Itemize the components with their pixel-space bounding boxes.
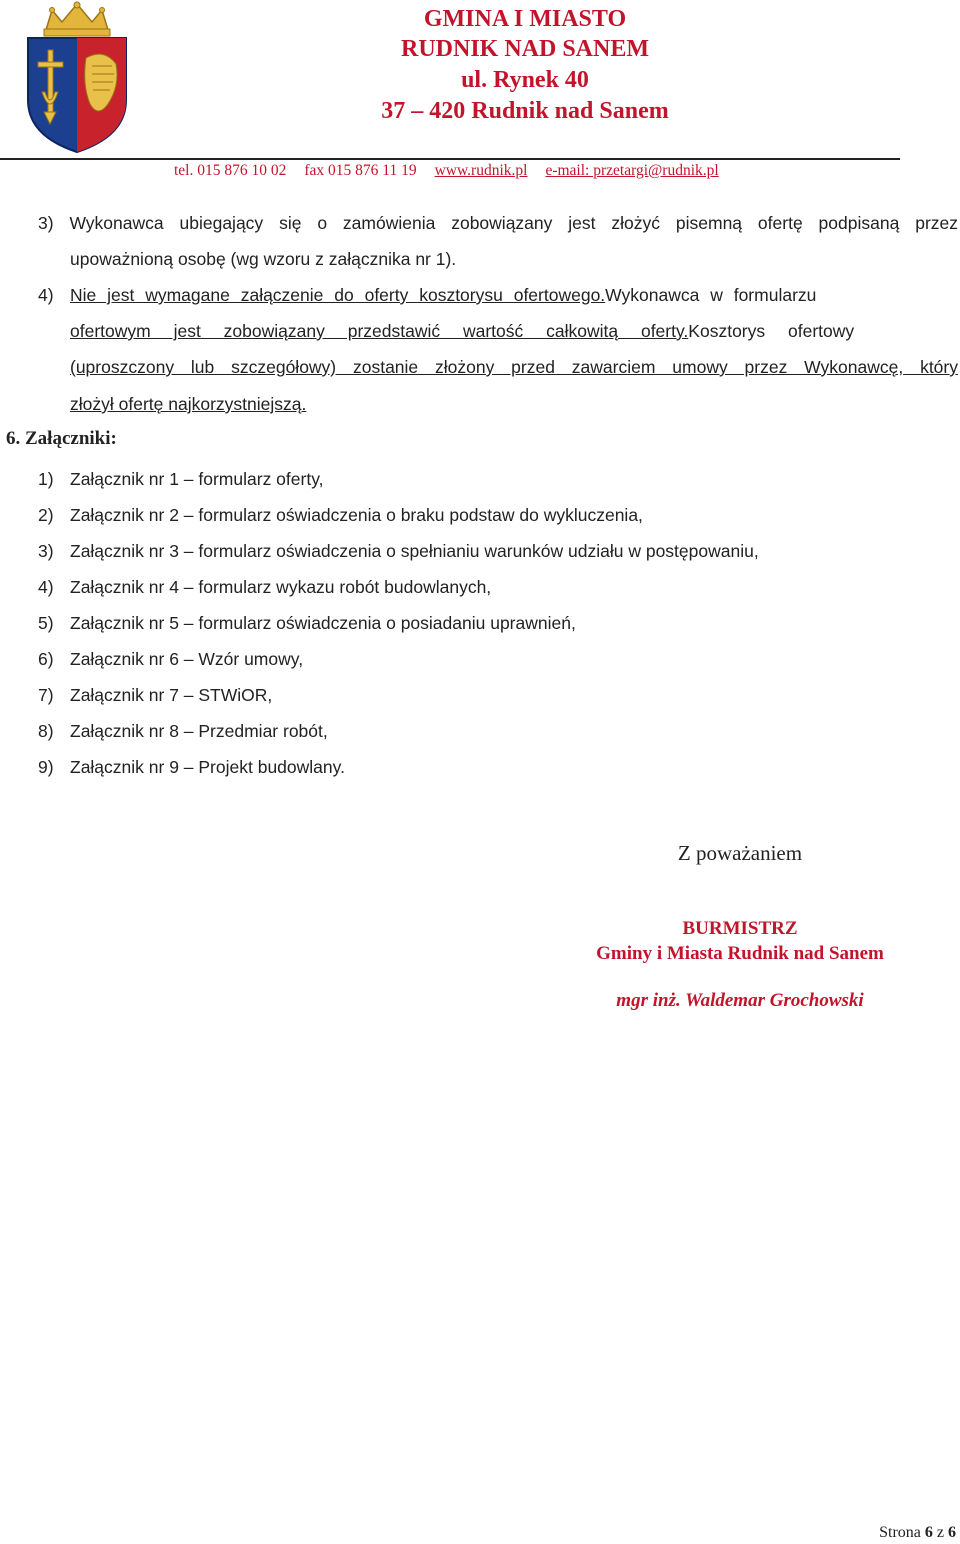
paragraph-4-line-2-underlined: ofertowym jest zobowiązany przedstawić wartość całkowitą oferty. [70,321,689,341]
attachment-item [38,755,345,779]
attachment-number: 7) [38,685,54,705]
page-number [879,1524,956,1542]
attachment-item [38,575,491,599]
paragraph-4-line-2-rest: Kosztorys ofertowy [688,321,855,341]
attachment-item [38,647,303,671]
paragraph-4-rest: Wykonawca w formularzu [605,285,817,305]
attachment-text: Załącznik nr 7 – STWiOR, [70,685,273,705]
attachment-number: 1) [38,469,54,489]
paragraph-3-line-1: 3) Wykonawca ubiegający się o zamówienia zobowiązany jest złożyć pisemną ofertę podpisaną przez [38,213,958,233]
page-label: Strona [879,1524,921,1541]
header-title-line1: GMINA I MIASTO [423,6,627,32]
header-contact [174,162,737,180]
paragraph-4-line-2 [70,319,958,343]
header-divider [0,158,900,160]
attachment-item [38,719,328,743]
attachment-text: Załącznik nr 5 – formularz oświadczenia o posiadaniu uprawnień, [70,613,576,633]
attachment-number: 2) [38,505,54,525]
attachment-number: 4) [38,577,54,597]
total-pages: 6 [948,1524,956,1541]
signatory-title: BURMISTRZ [682,918,798,939]
email-link[interactable]: e-mail: przetargi@rudnik.pl [545,162,719,179]
website-link[interactable]: www.rudnik.pl [434,162,528,179]
signatory-name: mgr inż. Waldemar Grochowski [616,990,864,1011]
attachment-text: Załącznik nr 8 – Przedmiar robót, [70,721,328,741]
attachment-text: Załącznik nr 6 – Wzór umowy, [70,649,304,669]
attachment-text: Załącznik nr 4 – formularz wykazu robót budowlanych, [70,577,492,597]
attachment-number: 6) [38,649,54,669]
attachment-item [38,539,759,563]
paragraph-4-line-3: (uproszczony lub szczegółowy) zostanie złożony przed zawarciem umowy przez Wykonawcę, który [70,357,958,377]
paragraph-4-number: 4) [38,285,54,305]
attachment-text: Załącznik nr 1 – formularz oferty, [70,469,324,489]
attachment-item [38,611,576,635]
header-address-street: ul. Rynek 40 [461,67,589,93]
current-page: 6 [924,1524,933,1541]
paragraph-4-line-4: złożył ofertę najkorzystniejszą. [70,394,307,414]
paragraph-4-underlined: Nie jest wymagane załączenie do oferty kosztorysu ofertowego. [70,285,606,305]
attachment-number: 5) [38,613,54,633]
attachment-text: Załącznik nr 2 – formularz oświadczenia o braku podstaw do wykluczenia, [70,505,643,525]
header-title-line2: RUDNIK NAD SANEM [400,36,649,62]
contact-fax: fax 015 876 11 19 [304,162,417,179]
attachment-item [38,683,272,707]
signatory-office: Gminy i Miasta Rudnik nad Sanem [596,943,884,964]
attachment-text: Załącznik nr 9 – Projekt budowlany. [70,757,345,777]
attachment-number: 8) [38,721,54,741]
attachment-text: Załącznik nr 3 – formularz oświadczenia o spełnianiu warunków udziału w postępowaniu, [70,541,759,561]
header-address-city: 37 – 420 Rudnik nad Sanem [381,98,669,124]
coat-of-arms-icon [18,0,136,154]
attachment-item [38,503,643,527]
attachment-number: 9) [38,757,54,777]
paragraph-3-line-2: upoważnioną osobę (wg wzoru z załącznika nr 1). [70,249,457,269]
paragraph-4-line-1 [38,283,958,307]
page-of: z [936,1524,944,1541]
contact-tel: tel. 015 876 10 02 [174,162,287,179]
section-6-heading: 6. Załączniki: [6,428,117,449]
attachment-item [38,467,324,491]
attachment-number: 3) [38,541,54,561]
closing-regards: Z poważaniem [677,841,803,865]
